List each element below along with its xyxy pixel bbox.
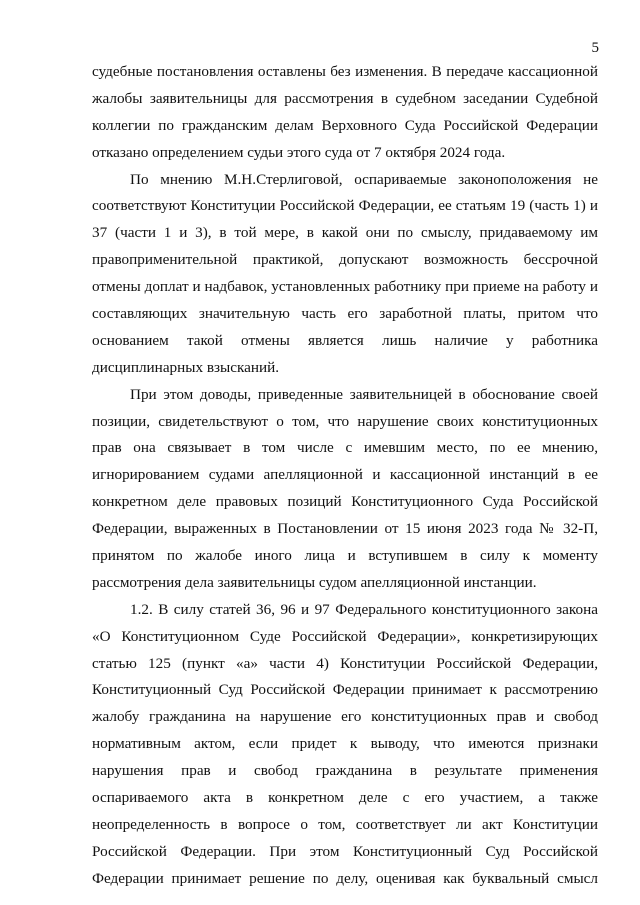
text-line: отмены доплат и надбавок, установленных работнику при приеме на работу и — [92, 278, 598, 296]
text-line: неопределенность в вопросе о том, соответствует ли акт Конституции — [92, 815, 598, 833]
text-line: При этом доводы, приведенные заявительницей в обоснование своей — [130, 385, 598, 403]
text-line: нормативным актом, если придет к выводу, что имеются признаки — [92, 735, 598, 753]
text-line: правоприменительной практикой, допускают возможность бессрочной — [92, 251, 598, 269]
text-line: коллегии по гражданским делам Верховного Суда Российской Федерации — [92, 116, 598, 134]
text-line: рассмотрения дела заявительницы судом апелляционной инстанции. — [92, 573, 537, 591]
text-line: отказано определением судьи этого суда от 7 октября 2024 года. — [92, 143, 506, 161]
document-body — [92, 59, 598, 893]
text-line: составляющих значительную часть его заработной платы, притом что — [92, 305, 598, 323]
text-line: основанием такой отмены является лишь наличие у работника — [92, 331, 598, 349]
text-line: оспариваемого акта в конкретном деле с его участием, а также — [92, 789, 598, 807]
text-line: Федерации, выраженных в Постановлении от 15 июня 2023 года № 32-П, — [92, 520, 598, 538]
text-line: дисциплинарных взысканий. — [92, 358, 280, 376]
text-line: принятом по жалобе иного лица и вступившем в силу к моменту — [92, 547, 598, 565]
text-line: 1.2. В силу статей 36, 96 и 97 Федерального конституционного закона — [130, 600, 598, 618]
text-line: жалобу гражданина на нарушение его конституционных прав и свобод — [92, 708, 598, 726]
text-line: 37 (части 1 и 3), в той мере, в какой они по смыслу, придаваемому им — [92, 224, 598, 242]
text-line: игнорированием судами апелляционной и кассационной инстанций в ее — [92, 466, 598, 484]
paragraph — [92, 59, 598, 167]
paragraph — [92, 382, 598, 597]
text-line: конкретном деле правовых позиций Конституционного Суда Российской — [92, 493, 598, 511]
text-line: Российской Федерации. При этом Конституционный Суд Российской — [92, 842, 598, 860]
text-line: Конституционный Суд Российской Федерации принимает к рассмотрению — [92, 681, 598, 699]
text-line: позиции, свидетельствуют о том, что нарушение своих конституционных — [92, 412, 598, 430]
text-line: соответствуют Конституции Российской Федерации, ее статьям 19 (часть 1) и — [92, 197, 598, 215]
text-line: По мнению М.Н.Стерлиговой, оспариваемые законоположения не — [130, 170, 598, 188]
text-line: статью 125 (пункт «а» части 4) Конституции Российской Федерации, — [92, 654, 598, 672]
paragraph — [92, 597, 598, 893]
page-number: 5 — [591, 40, 599, 56]
text-line: «О Конституционном Суде Российской Федерации», конкретизирующих — [92, 627, 598, 645]
text-line: Федерации принимает решение по делу, оценивая как буквальный смысл — [92, 869, 598, 887]
paragraph — [92, 167, 598, 382]
text-line: жалобы заявительницы для рассмотрения в судебном заседании Судебной — [92, 89, 598, 107]
text-line: судебные постановления оставлены без изменения. В передаче кассационной — [92, 63, 598, 80]
text-line: прав она связывает в том числе с имевшим место, по ее мнению, — [92, 439, 598, 457]
text-line: нарушения прав и свобод гражданина в результате применения — [92, 762, 598, 780]
